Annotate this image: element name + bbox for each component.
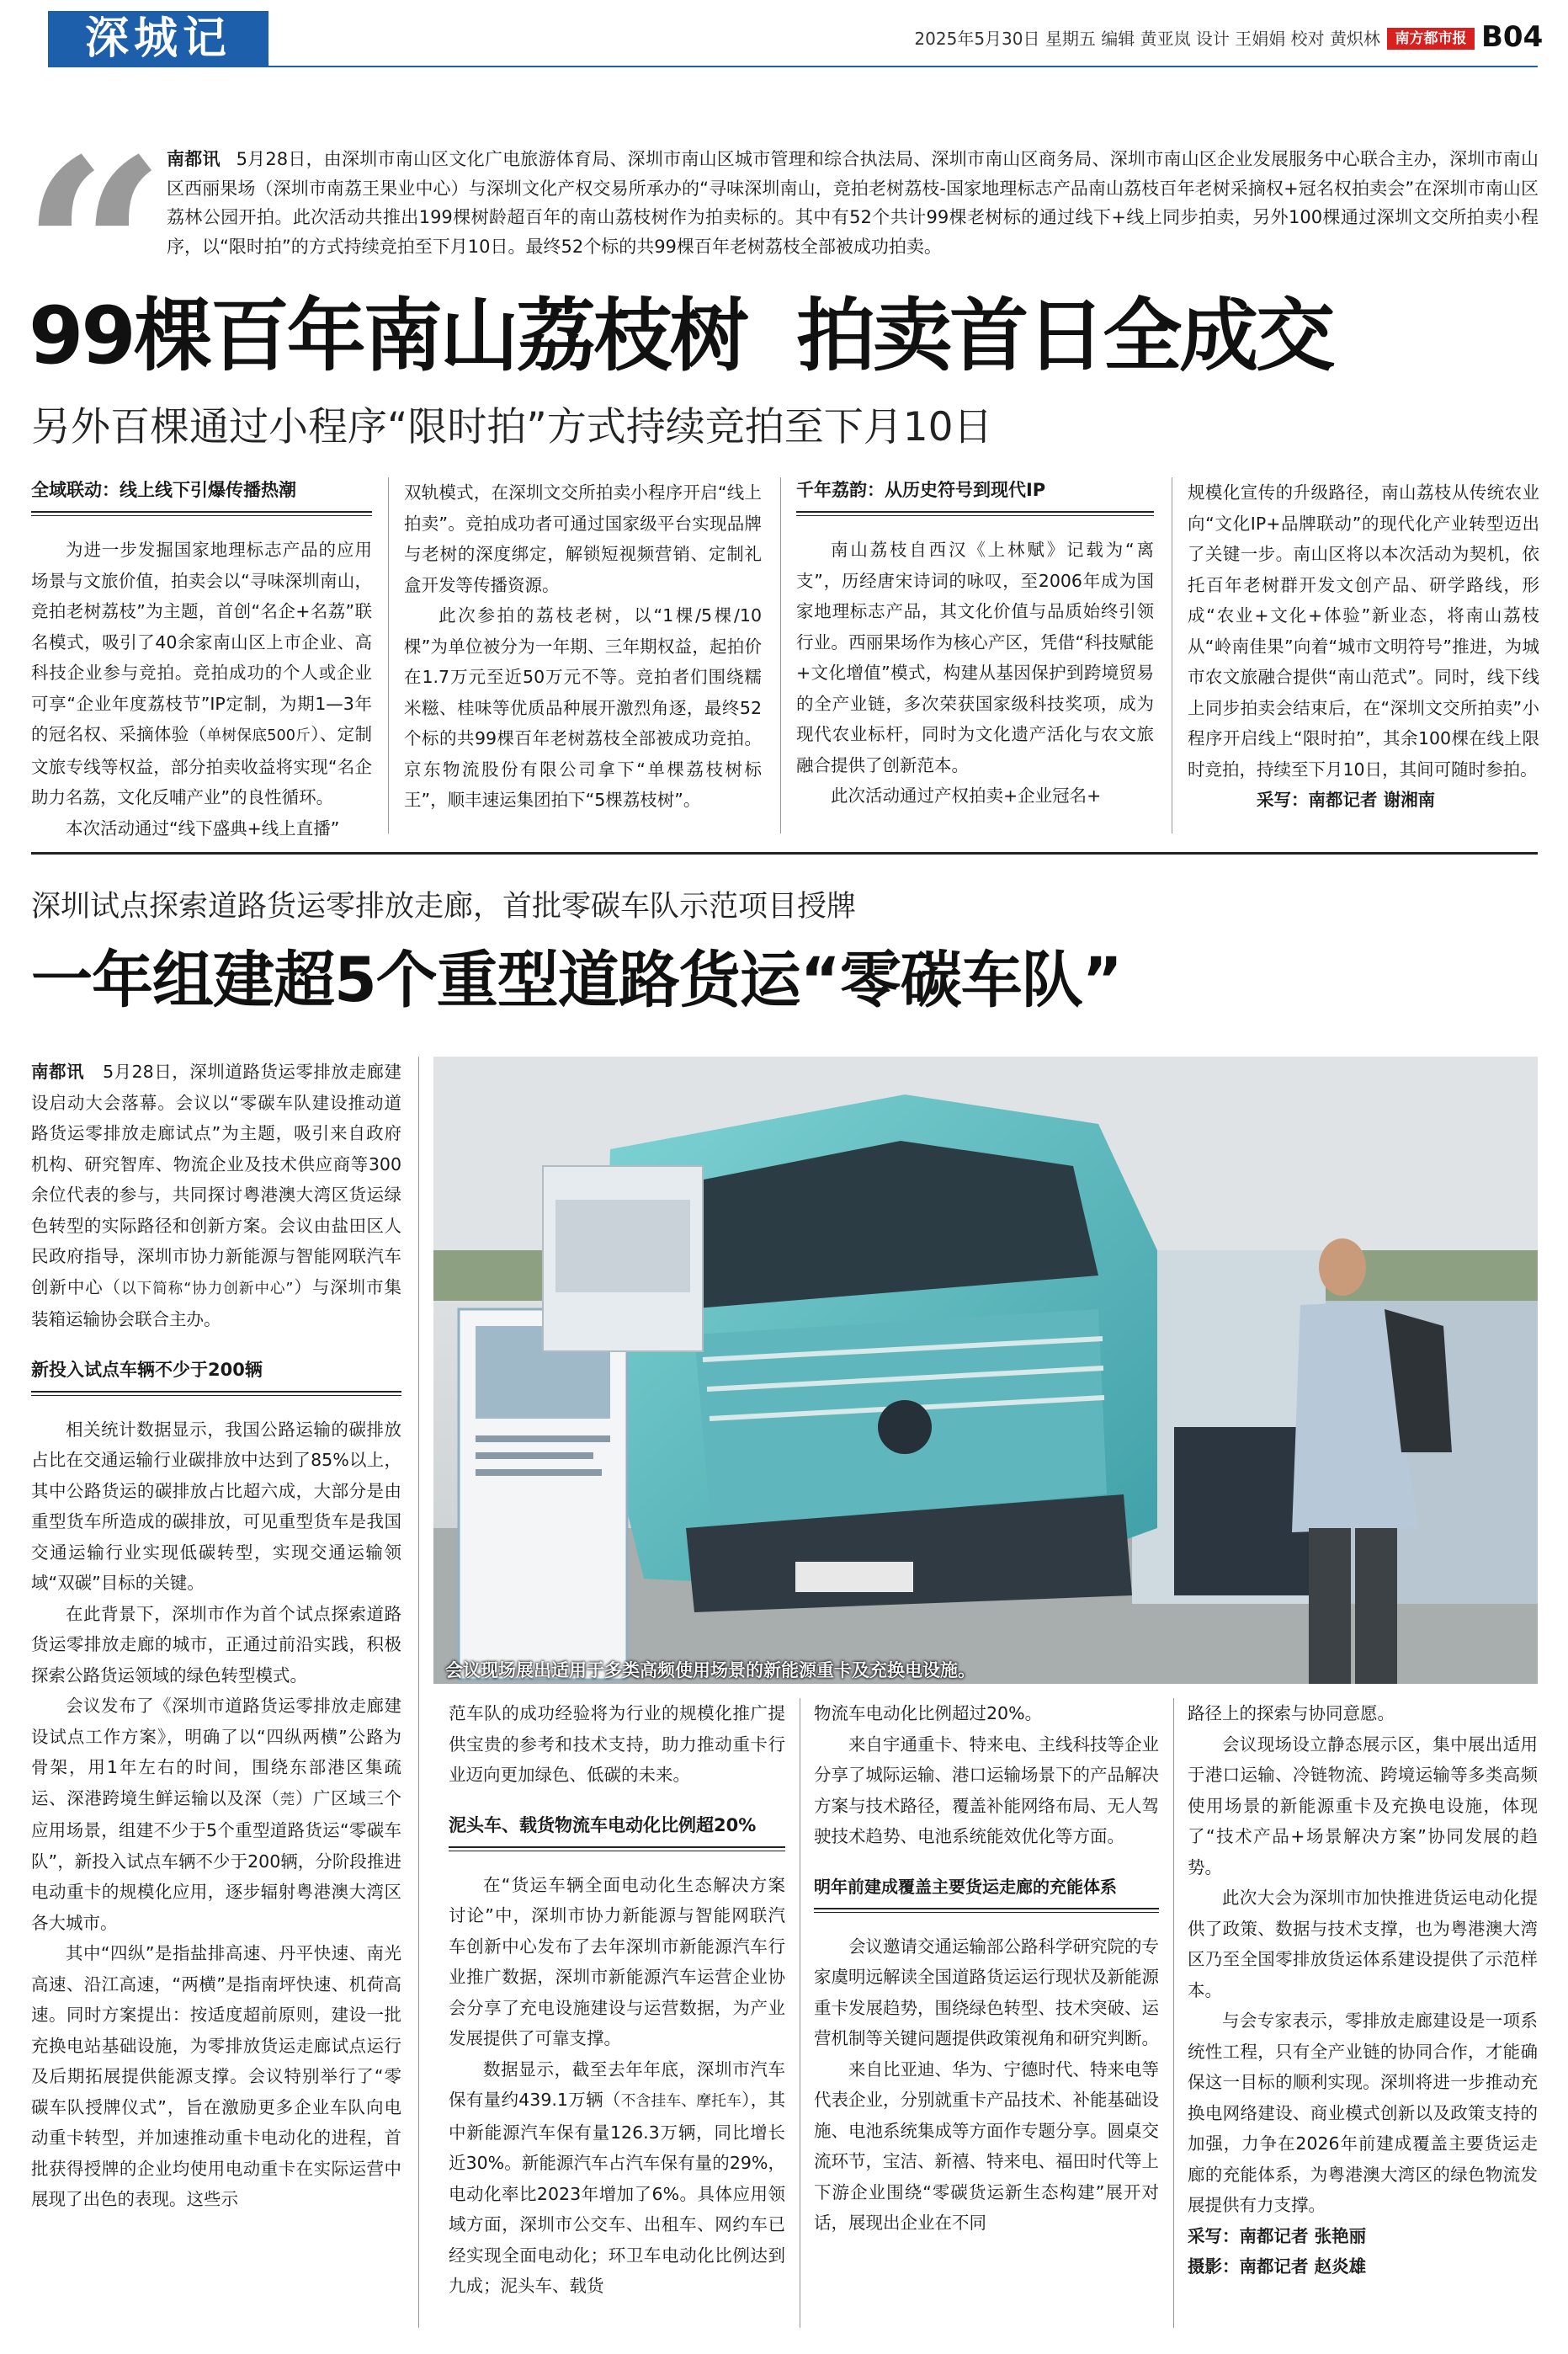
paragraph: 此次参拍的荔枝老树，以“1棵/5棵/10棵”为单位被分为一年期、三年期权益，起拍价在1.7万元至近50万元不等。竞拍者们围绕糯米糍、桂味等优质品种展开激烈角逐，最终52个标的共99棵百年老树荔枝全部被成功竞拍。京东物流股份有限公司拿下“单棵荔枝树标王”，顺丰速运集团拍下“5棵荔枝树”。: [404, 605, 762, 810]
paragraph: 本次活动通过“线下盛典+线上直播”: [66, 818, 340, 839]
paragraph: 在此背景下，深圳市作为首个试点探索道路货运零排放走廊的城市，正通过前沿实践，积极探索公路货运领域的绿色转型模式。: [31, 1603, 401, 1686]
paragraph: 会议发布了《深圳市道路货运零排放走廊建设试点工作方案》，明确了以“四纵两横”公路为骨架，用1年左右的时间，围绕东部港区集疏运、深港跨境生鲜运输以及深（莞）广区域三个应用场景，组建不少于5个重型道路货运“零碳车队”，新投入试点车辆不少于200辆，分阶段推进电动重卡的规模化应用，逐步辐射粤港澳大湾区各大城市。: [31, 1696, 402, 1933]
lead-tag: 南都讯: [31, 1062, 85, 1082]
byline: 摄影：南都记者 赵炎雄: [1188, 2256, 1367, 2277]
paper-logo-text: 南方都市报: [1395, 30, 1467, 47]
paragraph: 范车队的成功经验将为行业的规模化推广提供宝贵的参考和技术支持，助力推动重卡行业迈向更加绿色、低碳的未来。: [449, 1703, 785, 1785]
byline: 采写：南都记者 张艳丽: [1188, 2225, 1367, 2246]
paragraph: 与会专家表示，零排放走廊建设是一项系统性工程，只有全产业链的协同合作，才能确保这一目标的顺利实现。深圳将进一步推动充换电网络建设、商业模式创新以及政策支持的加强，力争在2026年前建成覆盖主要货运走廊的充能体系，为粤港澳大湾区的绿色物流发展提供有力支撑。: [1188, 2010, 1538, 2215]
paragraph: 规模化宣传的升级路径，南山荔枝从传统农业向“文化IP+品牌联动”的现代化产业转型迈出了关键一步。南山区将以本次活动为契机，依托百年老树群开发文创产品、研学路线，形成“农业+文化+体验”新业态，将南山荔枝从“岭南佳果”向着“城市文明符号”推进，为城市农文旅融合提供“南山范式”。同时，线下线上同步拍卖会结束后，在“深圳文交所拍卖”小程序开启线上“限时拍”，其余100棵在线上限时竞拍，持续至下月10日，其间可随时参拍。: [1188, 482, 1539, 780]
paragraph: 数据显示，截至去年年底，深圳市汽车保有量约439.1万辆（不含挂车、摩托车），其中新能源汽车保有量126.3万辆，同比增长近30%。新能源汽车占汽车保有量的29%，电动化率比2023年增加了6%。具体应用领域方面，深圳市公交车、出租车、网约车已经实现全面电动化；环卫车电动化比例达到九成；泥头车、载货: [449, 2058, 786, 2296]
page-number: B04: [1481, 20, 1544, 54]
masthead: [0, 0, 1568, 67]
lead-tag: 南都讯: [167, 149, 221, 169]
story1-col2: [404, 477, 762, 816]
paragraph: 相关统计数据显示，我国公路运输的碳排放占比在交通运输行业碳排放中达到了85%以上，其中公路货运的碳排放占比超六成，大部分是由重型货车所造成的碳排放，可见重型货车是我国交通运输行业实现低碳转型，实现交通运输领域“双碳”目标的关键。: [31, 1419, 401, 1593]
paragraph: 会议邀请交通运输部公路科学研究院的专家虞明远解读全国道路货运运行现状及新能源重卡发展趋势，围绕绿色转型、技术突破、运营机制等关键问题提供政策视角和研究判断。: [814, 1936, 1159, 2048]
paragraph: 来自比亚迪、华为、宁德时代、特来电等代表企业，分别就重卡产品技术、补能基础设施、电池系统集成等方面作专题分享。圆桌交流环节，宝洁、新禧、特来电、福田时代等上下游企业围绕“零碳货运新生态构建”展开对话，展现出企业在不同: [814, 2058, 1159, 2233]
story1-lead: [167, 145, 1539, 261]
story1-headline: 99棵百年南山荔枝树 拍卖首日全成交: [29, 290, 1333, 382]
story2-col2: [449, 1698, 785, 2302]
lead-text: 5月28日，由深圳市南山区文化广电旅游体育局、深圳市南山区城市管理和综合执法局、深圳市南山区商务局、深圳市南山区企业发展服务中心联合主办，深圳市南山区西丽果场（深圳市南荔王果业中心）与深圳文化产权交易所承办的“寻味深圳南山，竞拍老树荔枝-国家地理标志产品南山荔枝百年老树采摘权+冠名权拍卖会”在深圳市南山区荔林公园开拍。此次活动共推出199棵树龄超百年的南山荔枝树作为拍卖标的。其中有52个共计99棵老树标的通过线下+线上同步拍卖，另外100棵通过深圳文交所拍卖小程序，以“限时拍”的方式持续竞拍至下月10日。最终52个标的共99棵百年老树荔枝全部被成功拍卖。: [167, 149, 1539, 257]
subhead-quanyu: 全域联动：线上线下引爆传播热潮: [31, 477, 372, 513]
story2-kicker: 深圳试点探索道路货运零排放走廊，首批零碳车队示范项目授牌: [31, 890, 857, 924]
column-rule: [780, 477, 781, 833]
paragraph: 为进一步发掘国家地理标志产品的应用场景与文旅价值，拍卖会以“寻味深圳南山，竞拍老树荔枝”为主题，首创“名企+名荔”联名模式，吸引了40余家南山区上市企业、高科技企业参与竞拍。竞拍成功的个人或企业可享“企业年度荔枝节”IP定制，为期1—3年的冠名权、采摘体验（单树保底500斤）、定制文旅专线等权益，部分拍卖收益将实现“名企助力名荔，文化反哺产业”的良性循环。: [31, 540, 373, 807]
paragraph: 此次大会为深圳市加快推进货运电动化提供了政策、数据与技术支撑，也为粤港澳大湾区乃至全国零排放货运体系建设提供了示范样本。: [1188, 1888, 1538, 2000]
news-photo: [433, 1057, 1538, 1684]
masthead-rule: [48, 66, 1538, 67]
paragraph: 其中“四纵”是指盐排高速、丹平快速、南光高速、沿江高速，“两横”是指南坪快速、机荷高速。同时方案提出：按适度超前原则，建设一批充换电站基础设施，为零排放货运走廊试点运行及后期拓展提供能源支撑。会议特别举行了“零碳车队授牌仪式”，旨在激励更多企业车队向电动重卡转型，并加速推动重卡电动化的进程，首批获得授牌的企业均使用电动重卡在实际运营中展现了出色的表现。这些示: [31, 1943, 401, 2209]
paragraph: 会议现场设立静态展示区，集中展出适用于港口运输、冷链物流、跨境运输等多类高频使用场景的新能源重卡及充换电设施，体现了“技术产品+场景解决方案”协同发展的趋势。: [1188, 1734, 1538, 1877]
paragraph: 双轨模式，在深圳文交所拍卖小程序开启“线上拍卖”。竞拍成功者可通过国家级平台实现品牌与老树的深度绑定，解锁短视频营销、定制礼盒开发等传播资源。: [404, 482, 762, 595]
date-line: 2025年5月30日 星期五 编辑 黄亚岚 设计 王娟娟 校对 黄炽林: [914, 29, 1380, 49]
byline: 采写：南都记者 谢湘南: [1257, 790, 1436, 810]
paragraph: 此次活动通过产权拍卖+企业冠名+: [831, 786, 1102, 806]
section-title: 深城记: [84, 13, 231, 64]
story1-col3: [796, 477, 1154, 812]
story2-col3: [814, 1698, 1159, 2239]
paragraph: 路径上的探索与协同意愿。: [1188, 1703, 1395, 1723]
paragraph: 物流车电动化比例超过20%。: [814, 1703, 1043, 1723]
photo-caption: 会议现场展出适用于多类高频使用场景的新能源重卡及充换电设施。: [445, 1660, 975, 1680]
story1-col1: [31, 477, 372, 844]
truck-photo-illustration: [433, 1057, 1538, 1684]
story2-headline: 一年组建超5个重型道路货运“零碳车队”: [31, 945, 1122, 1016]
story1-subheadline: 另外百棵通过小程序“限时拍”方式持续竞拍至下月10日: [31, 404, 993, 450]
story2-col4: [1188, 1698, 1538, 2282]
story-divider: [31, 852, 1538, 855]
paragraph: 在“货运车辆全面电动化生态解决方案讨论”中，深圳市协力新能源与智能网联汽车创新中心发布了去年深圳市新能源汽车行业推广数据，深圳市新能源汽车运营企业协会分享了充电设施建设与运营数据，为产业发展提供了可靠支撑。: [449, 1874, 785, 2048]
subhead-qiannian: 千年荔韵：从历史符号到现代IP: [796, 477, 1154, 513]
quote-mark: “: [21, 104, 167, 401]
subhead-shidian: 新投入试点车辆不少于200辆: [31, 1357, 401, 1393]
column-rule: [388, 477, 389, 833]
paragraph: 南都讯 5月28日，深圳道路货运零排放走廊建设启动大会落幕。会议以“零碳车队建设推动道路货运零排放走廊试点”为主题，吸引来自政府机构、研究智库、物流企业及技术供应商等300余位代表的参与，共同探讨粤港澳大湾区货运绿色转型的实际路径和创新方案。会议由盐田区人民政府指导，深圳市协力新能源与智能网联汽车创新中心（以下简称“协力创新中心”）与深圳市集装箱运输协会联合主办。: [31, 1062, 402, 1329]
story2-col1: [31, 1057, 401, 2215]
column-rule: [1173, 1698, 1174, 2328]
paragraph: 来自宇通重卡、特来电、主线科技等企业分享了城际运输、港口运输场景下的产品解决方案与技术路径，覆盖补能网络布局、无人驾驶技术趋势、电池系统能效优化等方面。: [814, 1734, 1159, 1846]
paper-logo: [1387, 28, 1475, 50]
column-rule: [418, 1057, 419, 2328]
story1-col4: [1188, 477, 1539, 816]
paragraph: 南山荔枝自西汉《上林赋》记载为“离支”，历经唐宋诗词的咏叹，至2006年成为国家地理标志产品，其文化价值与品质始终引领行业。西丽果场作为核心产区，凭借“科技赋能+文化增值”模式，构建从基因保护到跨境贸易的全产业链，多次荣获国家级科技奖项，成为现代农业标杆，同时为文化遗产活化与农文旅融合提供了创新范本。: [796, 540, 1154, 775]
subhead-nitouche: 泥头车、载货物流车电动化比例超20%: [449, 1813, 785, 1848]
subhead-mingnian: 明年前建成覆盖主要货运走廊的充能体系: [814, 1874, 1159, 1909]
section-tab: [48, 11, 268, 67]
